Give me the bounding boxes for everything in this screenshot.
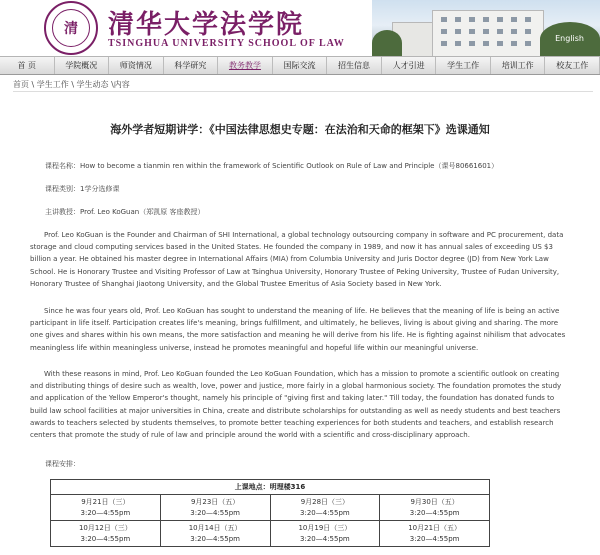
- course-lecturer: 主讲教授：Prof. Leo KoGuan（郑凯原 客座教授）: [45, 208, 205, 216]
- campus-banner-photo: [372, 0, 600, 56]
- nav-item[interactable]: 学生工作: [436, 57, 491, 74]
- schedule-date: 10月12日（三）: [78, 523, 132, 532]
- schedule-cell: [270, 521, 380, 547]
- schedule-body: [51, 495, 490, 547]
- schedule-date: 10月21日（五）: [408, 523, 462, 532]
- schedule-cell: [160, 521, 270, 547]
- nav-item[interactable]: 教务教学: [218, 57, 273, 74]
- schedule-date: 10月19日（三）: [298, 523, 352, 532]
- site-title-english: TSINGHUA UNIVERSITY SCHOOL OF LAW: [108, 38, 345, 49]
- schedule-date: 9月30日（五）: [410, 497, 459, 506]
- schedule-row: [51, 521, 490, 547]
- nav-item[interactable]: 科学研究: [164, 57, 219, 74]
- banner-tree: [372, 30, 402, 56]
- schedule-cell: [380, 495, 490, 521]
- schedule-date: 9月23日（五）: [190, 497, 240, 506]
- main-nav: [0, 56, 600, 75]
- article-paragraph-3: With these reasons in mind, Prof. Leo KoGuan founded the Leo KoGuan Foundation, which has a mission to promote a scientific outlook on creating and distributing things of desire such as wealth, love, power and justice, more fairly in a global harmonious society. The foundation promotes the study and application of the Yellow Emperor's thought, namely his principle of "giving first and taking later." Till today, the foundation has donated funds to build law school facilities at major universities in China, create and distribute scholarships for outstanding as well as needy students and best teachers awards to teachers selected by students themselves, to promote better teaching experiences for both students and teachers, and establish research centers that promote the study of rule of law and principle around the world with a scientific and cross-disciplinary approach.: [30, 370, 562, 440]
- nav-item[interactable]: 培训工作: [491, 57, 546, 74]
- schedule-cell: [160, 495, 270, 521]
- schedule-cell: [51, 521, 161, 547]
- schedule-time: 3:20—4:55pm: [80, 534, 131, 543]
- schedule-cell: [270, 495, 380, 521]
- course-type: 课程类别：1学分选修课: [45, 185, 120, 193]
- university-seal-logo[interactable]: [44, 1, 98, 55]
- schedule-time: 3:20—4:55pm: [409, 534, 460, 543]
- schedule-time: 3:20—4:55pm: [80, 508, 131, 517]
- nav-item[interactable]: 招生信息: [327, 57, 382, 74]
- nav-item[interactable]: 校友工作: [545, 57, 600, 74]
- schedule-row: [51, 495, 490, 521]
- article-headline: 海外学者短期讲学：《中国法律思想史专题：在法治和天命的框架下》选课通知: [110, 123, 490, 136]
- schedule-date: 10月14日（五）: [188, 523, 242, 532]
- breadcrumb: 首页 \ 学生工作 \ 学生动态 \内容: [13, 78, 593, 92]
- schedule-time: 3:20—4:55pm: [300, 534, 350, 543]
- schedule-date: 9月28日（三）: [300, 497, 350, 506]
- nav-item[interactable]: 学院概况: [55, 57, 110, 74]
- schedule-time: 3:20—4:55pm: [409, 508, 460, 517]
- schedule-table: [50, 479, 490, 547]
- schedule-time: 3:20—4:55pm: [190, 534, 240, 543]
- schedule-date: 9月21日（三）: [81, 497, 130, 506]
- class-location: 上课地点：明理楼316: [50, 479, 490, 494]
- nav-item[interactable]: 师资情况: [109, 57, 164, 74]
- schedule-cell: [51, 495, 161, 521]
- schedule-time: 3:20—4:55pm: [300, 508, 350, 517]
- schedule-cell: [380, 521, 490, 547]
- nav-item[interactable]: 首 页: [0, 57, 55, 74]
- article-paragraph-1: Prof. Leo KoGuan is the Founder and Chairman of SHI International, a global technology outsourcing company in software and PC procurement, data storage and cloud computing services based in the United States. He founded the company in 1989, and now it has annual sales of exceeding US $3 billion a year. He obtained his master degree in International Affairs (MIA) from Columbia University and Juris Doctor degree (JD) from New York Law School. He is Honorary Trustee and Visiting Professor of Law at Tsinghua University, Honorary Trustee of Peking University, Trustee of Fudan University, Honorary Trustee of Shanghai Jiaotong University, and the Global Trustee Emeritus of Asia Society based in New York.: [30, 231, 564, 288]
- schedule-time: 3:20—4:55pm: [190, 508, 240, 517]
- seal-glyph: 清: [52, 9, 90, 47]
- course-name: 课程名称：How to become a tianmin ren within the framework of Scientific Outlook on Rule of Law and Principle（课号80661601）: [45, 162, 499, 170]
- schedule-label: 课程安排：: [45, 460, 80, 468]
- article-paragraph-2: Since he was four years old, Prof. Leo KoGuan has sought to understand the meaning of life. He believes that the meaning of life is being an active participant in life itself. Participation creates life's meaning, brings fulfillment, and ultimately, he believes, living is about giving and sharing. The more one gives and shares within his own means, the more satisfaction and meaning he will derive from his life. He is fighting against nihilism that advocates meaningless life within meaningless universe, instead he promotes meaningful and hopeful life within our meaningful universe.: [30, 307, 566, 352]
- nav-item[interactable]: 国际交流: [273, 57, 328, 74]
- english-link[interactable]: English: [555, 34, 584, 43]
- site-header: [0, 0, 600, 56]
- banner-building-main: [432, 10, 544, 56]
- nav-item[interactable]: 人才引进: [382, 57, 437, 74]
- site-title-chinese: 清华大学法学院: [108, 10, 305, 40]
